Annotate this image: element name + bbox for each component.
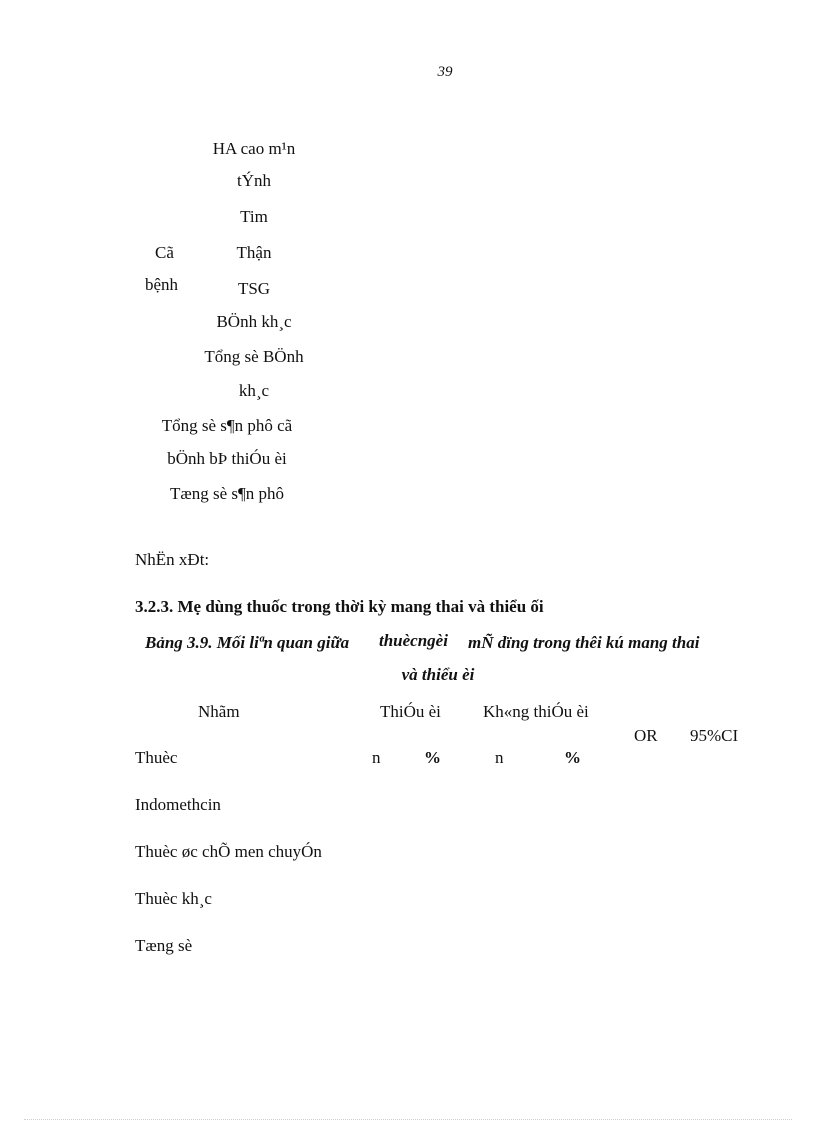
section-heading: 3.2.3. Mẹ dùng thuốc trong thời kỳ mang thai và thiểu ối bbox=[135, 597, 544, 616]
column-header-or: OR bbox=[634, 726, 658, 745]
column-header-percent1: % bbox=[424, 748, 441, 767]
table-row-label: TSG bbox=[237, 279, 271, 298]
table-row-label: Tim bbox=[240, 207, 268, 226]
column-header-group: Nhãm bbox=[198, 702, 240, 721]
table-row-label: Tæng sè bbox=[135, 936, 193, 955]
table-row-label: Thuèc kh¸c bbox=[135, 889, 212, 908]
table-row-label: kh¸c bbox=[238, 381, 270, 400]
page-bottom-divider bbox=[24, 1119, 792, 1120]
table-caption-part1: Bảng 3.9. Mối li‌ªn quan giữa bbox=[145, 633, 350, 652]
table-row-label: Tổng sè s¶n phô cã bbox=[161, 416, 293, 435]
table-row-label: BÖnh kh¸c bbox=[216, 312, 292, 331]
row-group-label-line2: bệnh bbox=[145, 275, 179, 294]
table-row-label: Thận bbox=[236, 243, 272, 262]
table-caption-part2: thuècngèi bbox=[379, 631, 448, 650]
table-row-label: Tổng sè BÖnh bbox=[204, 347, 304, 366]
table-row-label: Indomethcin bbox=[135, 795, 221, 814]
table-caption-line2: và thiểu èi bbox=[401, 665, 475, 684]
column-header-n1: n bbox=[372, 748, 381, 767]
table-row-label: bÖnh bÞ thiÓu èi bbox=[167, 449, 287, 468]
table-row-label: Tæng sè s¶n phô bbox=[170, 484, 284, 503]
row-header-drug: Thuèc bbox=[135, 748, 178, 767]
table-row-label: Thuèc øc chÕ men chuyÓn bbox=[135, 842, 322, 861]
column-header-ci: 95%CI bbox=[690, 726, 739, 745]
table-row-label: tÝnh bbox=[237, 171, 271, 190]
table-caption-part3: mÑ dïng trong thêi kú mang thai bbox=[468, 633, 700, 652]
remark-label: NhËn xÐt: bbox=[135, 550, 210, 569]
column-header-percent2: % bbox=[564, 748, 581, 767]
column-header-n2: n bbox=[495, 748, 504, 767]
page-number: 39 bbox=[437, 64, 453, 80]
row-group-label-line1: Cã bbox=[155, 243, 174, 262]
table-row-label: HA cao m¹n bbox=[212, 139, 296, 158]
column-header-no-oligohydramnios: Kh«ng thiÓu èi bbox=[483, 702, 589, 721]
column-header-oligohydramnios: ThiÓu èi bbox=[380, 702, 441, 721]
